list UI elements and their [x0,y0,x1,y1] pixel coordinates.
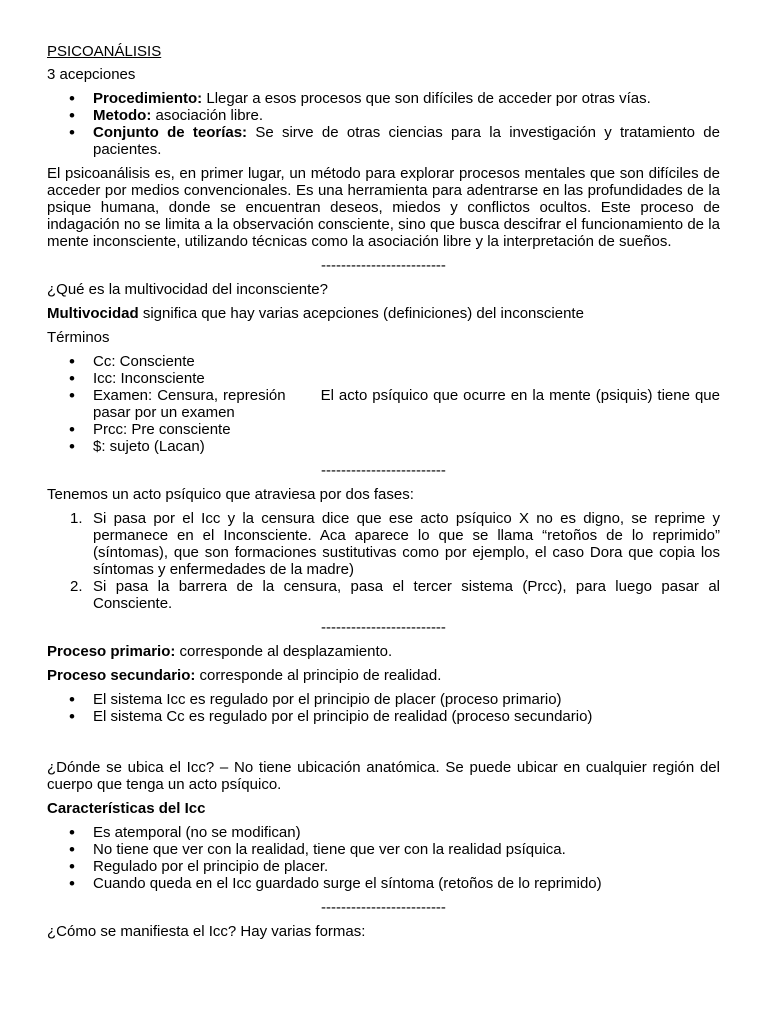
list-item: • Es atemporal (no se modifican) [93,824,720,841]
intro-paragraph: El psicoanálisis es, en primer lugar, un método para explorar procesos mentales que son difíciles de acceder por medios convencionales. Es una herramienta para adentrarse en las profundidades de la psique humana, donde se encuentran deseos, miedos y conflictos ocultos. Este proceso de indagación no se limita a la observación consciente, sino que busca descifrar el funcionamiento de la mente inconsciente, utilizando técnicas como la asociación libre y la interpretación de sueños. [47,165,720,250]
separator: ------------------------- [321,462,446,479]
term-label: Procedimiento: [93,90,203,107]
list-item: • El sistema Icc es regulado por el principio de placer (proceso primario) [93,691,720,708]
list-item: • No tiene que ver con la realidad, tiene que ver con la realidad psíquica. [93,841,720,858]
acepciones-heading: 3 acepciones [47,66,136,83]
fases-list [47,510,720,612]
term-text: significa que hay varias acepciones (definiciones) del inconsciente [138,305,584,322]
sistemas-list [47,691,720,725]
term-label: Proceso primario: [47,643,176,660]
multivocidad-definition [47,305,720,322]
list-item [93,107,720,124]
list-item: • $: sujeto (Lacan) [93,438,720,455]
list-item [93,90,720,107]
caracteristicas-list [47,824,720,892]
term-text: asociación libre. [151,107,264,124]
acepciones-list [47,90,720,158]
list-item: • Examen: Censura, represión El acto psíquico que ocurre en la mente (psiquis) tiene que pasar por un examen [93,387,720,421]
manifiesta-question: ¿Cómo se manifiesta el Icc? Hay varias formas: [47,923,366,940]
question-multivocidad: ¿Qué es la multivocidad del inconsciente? [47,281,328,298]
separator: ------------------------- [321,619,446,636]
term-label: Multivocidad [47,305,139,322]
separator: ------------------------- [321,899,446,916]
list-item: • Cc: Consciente [93,353,720,370]
terminos-heading: Términos [47,329,110,346]
term-label: Proceso secundario: [47,667,196,684]
ubicacion-paragraph: ¿Dónde se ubica el Icc? – No tiene ubicación anatómica. Se puede ubicar en cualquier región del cuerpo que tenga un acto psíquico. [47,759,720,793]
list-item: • Cuando queda en el Icc guardado surge el síntoma (retoños de lo reprimido) [93,875,720,892]
list-item: • Regulado por el principio de placer. [93,858,720,875]
term-text: corresponde al principio de realidad. [195,667,442,684]
proceso-secundario [47,667,720,684]
list-item [93,124,720,158]
proceso-primario [47,643,720,660]
term-label: Metodo: [93,107,152,124]
term-text: Llegar a esos procesos que son difíciles de acceder por otras vías. [202,90,651,107]
separator: ------------------------- [321,257,446,274]
list-item: Si pasa por el Icc y la censura dice que ese acto psíquico X no es digno, se reprime y permanece en el Inconsciente. Aca aparece lo que se llama “retoños de lo reprimido” (síntomas), que son formaciones sustitutivas como por ejemplo, el caso Dora que copia los síntomas y enfermedades de la madre) [93,510,720,578]
page-title: PSICOANÁLISIS [47,43,162,60]
list-item: • El sistema Cc es regulado por el principio de realidad (proceso secundario) [93,708,720,725]
term-text: Se sirve de otras ciencias para la investigación y tratamiento de pacientes. [93,124,720,158]
list-item: Si pasa la barrera de la censura, pasa el tercer sistema (Prcc), para luego pasar al Consciente. [93,578,720,612]
term-label: Conjunto de teorías: [93,124,248,141]
terminos-list [47,353,725,455]
list-item: • Icc: Inconsciente [93,370,720,387]
document-body [47,43,725,947]
blank-gap [47,732,720,759]
fases-intro: Tenemos un acto psíquico que atraviesa por dos fases: [47,486,414,503]
term-text: corresponde al desplazamiento. [175,643,393,660]
caracteristicas-heading: Características del Icc [47,800,206,817]
list-item: • Prcc: Pre consciente [93,421,720,438]
